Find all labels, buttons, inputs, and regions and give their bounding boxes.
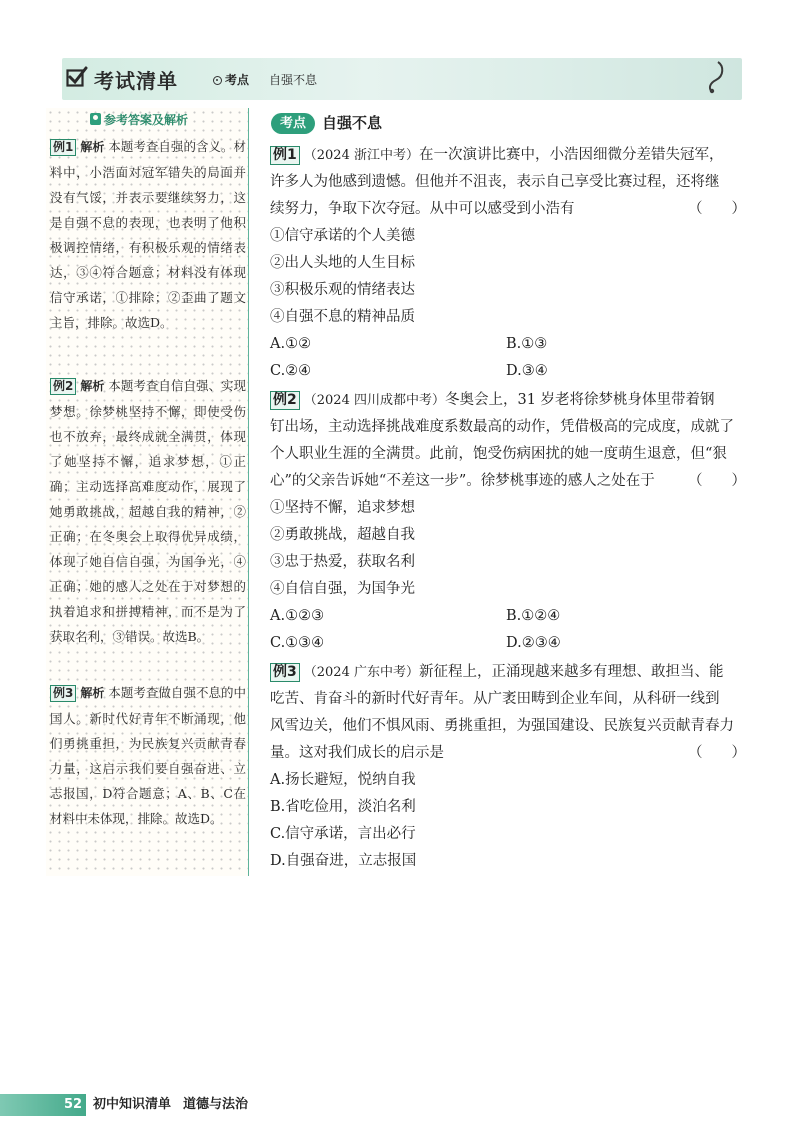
q1-tag: 例1 bbox=[270, 146, 300, 165]
q1-statement-3: ③积极乐观的情绪表达 bbox=[270, 282, 415, 298]
footer-title bbox=[93, 1094, 248, 1116]
answers-column bbox=[46, 108, 249, 876]
answer-2-text: 本题考查自信自强、实现梦想。徐梦桃坚持不懈，即使受伤也不放弃，最终成就全满贯，体现了她坚持不懈，追求梦想，①正确；主动选择高难度动作，展现了她勇敢挑战，超越自我的精神，②正确；在冬奥会上取得优异成绩，体现了她自信自强，为国争光，④正确；她的感人之处在于对梦想的执着追求和拼搏精神，而不是为了获取名利，③错误。故选B。 bbox=[50, 378, 246, 644]
key-icon bbox=[90, 113, 101, 125]
banner-kaodian-label: 考点 bbox=[225, 73, 250, 87]
q3-answer-paren: （ ） bbox=[688, 745, 746, 761]
q1-option-d[interactable]: D.③④ bbox=[506, 363, 548, 379]
q2-option-c[interactable]: C.①③④ bbox=[270, 635, 325, 651]
q1-statement-1: ①信守承诺的个人美德 bbox=[270, 228, 415, 244]
q2-statement-2: ②勇敢挑战，超越自我 bbox=[270, 527, 415, 543]
header-banner bbox=[62, 58, 742, 100]
q2-line-3: 个人职业生涯的全满贯。此前，饱受伤病困扰的她一度萌生退意，但“狠 bbox=[270, 446, 727, 462]
q2-statement-4: ④自信自强，为国争光 bbox=[270, 581, 415, 597]
banner-title: 考试清单 bbox=[94, 69, 178, 93]
q3-text-1: 新征程上，正涌现越来越多有理想、敢担当、能 bbox=[418, 664, 724, 680]
answers-heading bbox=[90, 111, 188, 128]
section-title: 自强不息 bbox=[322, 114, 383, 132]
page-number: 52 bbox=[63, 1097, 83, 1112]
q3-line-2: 吃苦、肯奋斗的新时代好青年。从广袤田畴到企业车间，从科研一线到 bbox=[270, 691, 720, 707]
q2-line-1 bbox=[270, 387, 715, 414]
q1-line-3: 续努力，争取下次夺冠。从中可以感受到小浩有 bbox=[270, 201, 575, 217]
answers-heading-text: 参考答案及解析 bbox=[104, 113, 189, 127]
q2-source: （2024 四川成都中考） bbox=[303, 393, 445, 408]
q3-option-a[interactable]: A.扬长避短，悦纳自我 bbox=[270, 772, 416, 788]
q1-statement-4: ④自强不息的精神品质 bbox=[270, 309, 415, 325]
q2-option-b[interactable]: B.①②④ bbox=[506, 608, 561, 624]
q1-option-c[interactable]: C.②④ bbox=[270, 363, 312, 379]
q3-source: （2024 广东中考） bbox=[303, 665, 419, 680]
q2-statement-1: ①坚持不懈，追求梦想 bbox=[270, 500, 415, 516]
answer-3-tag: 例3 bbox=[50, 685, 76, 702]
q2-line-4: 心”的父亲告诉她“不差这一步”。徐梦桃事迹的感人之处在于 bbox=[270, 473, 655, 489]
hook-icon bbox=[702, 60, 726, 94]
q2-line-2: 钉出场，主动选择挑战难度系数最高的动作，凭借极高的完成度，成就了 bbox=[270, 419, 734, 435]
q2-option-a[interactable]: A.①②③ bbox=[270, 608, 325, 624]
answer-1-text: 本题考查自强的含义。材料中，小浩面对冠军错失的局面并没有气馁，并表示要继续努力，这是自强不息的表现，也表明了他积极调控情绪，有积极乐观的情绪表达，③④符合题意；材料没有体现信守承诺，①排除；②歪曲了题文主旨，排除。故选D。 bbox=[50, 139, 246, 330]
q1-statement-2: ②出人头地的人生目标 bbox=[270, 255, 415, 271]
q1-source: （2024 浙江中考） bbox=[303, 148, 419, 163]
answer-3-label: 解析 bbox=[80, 686, 105, 700]
q2-option-d[interactable]: D.②③④ bbox=[506, 635, 561, 651]
answer-3 bbox=[50, 680, 246, 831]
q1-option-a[interactable]: A.①② bbox=[270, 336, 312, 352]
q3-line-3: 风雪边关，他们不惧风雨、勇挑重担，为强国建设、民族复兴贡献青春力 bbox=[270, 718, 734, 734]
q1-answer-paren: （ ） bbox=[688, 201, 746, 217]
q3-option-d[interactable]: D.自强奋进，立志报国 bbox=[270, 853, 417, 869]
section-badge: 考点 bbox=[271, 113, 315, 134]
answer-2 bbox=[50, 373, 246, 649]
answer-1-tag: 例1 bbox=[50, 139, 76, 156]
target-dot-icon bbox=[213, 76, 222, 85]
q3-tag: 例3 bbox=[270, 663, 300, 682]
answer-1 bbox=[50, 134, 246, 335]
q1-option-b[interactable]: B.①③ bbox=[506, 336, 548, 352]
answer-3-text: 本题考查做自强不息的中国人。新时代好青年不断涌现，他们勇挑重担，为民族复兴贡献青春力量，这启示我们要自强奋进、立志报国，D符合题意；A、B、C在材料中未体现，排除。故选D。 bbox=[50, 685, 246, 826]
q3-option-c[interactable]: C.信守承诺，言出必行 bbox=[270, 826, 416, 842]
q3-option-b[interactable]: B.省吃俭用，淡泊名利 bbox=[270, 799, 416, 815]
q3-line-4: 量。这对我们成长的启示是 bbox=[270, 745, 444, 761]
q1-text-1: 在一次演讲比赛中，小浩因细微分差错失冠军， bbox=[418, 147, 724, 163]
footer-book: 初中知识清单 bbox=[93, 1097, 172, 1112]
q2-answer-paren: （ ） bbox=[688, 473, 746, 489]
q2-statement-3: ③忠于热爱，获取名利 bbox=[270, 554, 415, 570]
footer-subject: 道德与法治 bbox=[183, 1097, 249, 1112]
answer-1-label: 解析 bbox=[80, 140, 105, 154]
q1-line-1 bbox=[270, 142, 723, 169]
banner-topic: 自强不息 bbox=[269, 73, 318, 87]
q1-line-2: 许多人为他感到遗憾。但他并不沮丧，表示自己享受比赛过程，还将继 bbox=[270, 174, 720, 190]
answer-2-label: 解析 bbox=[80, 379, 105, 393]
q2-text-1: 冬奥会上，31 岁老将徐梦桃身体里带着钢 bbox=[444, 392, 715, 408]
checkbox-check-icon bbox=[66, 66, 88, 88]
q2-tag: 例2 bbox=[270, 391, 300, 410]
q3-line-1 bbox=[270, 659, 723, 686]
answer-2-tag: 例2 bbox=[50, 378, 76, 395]
